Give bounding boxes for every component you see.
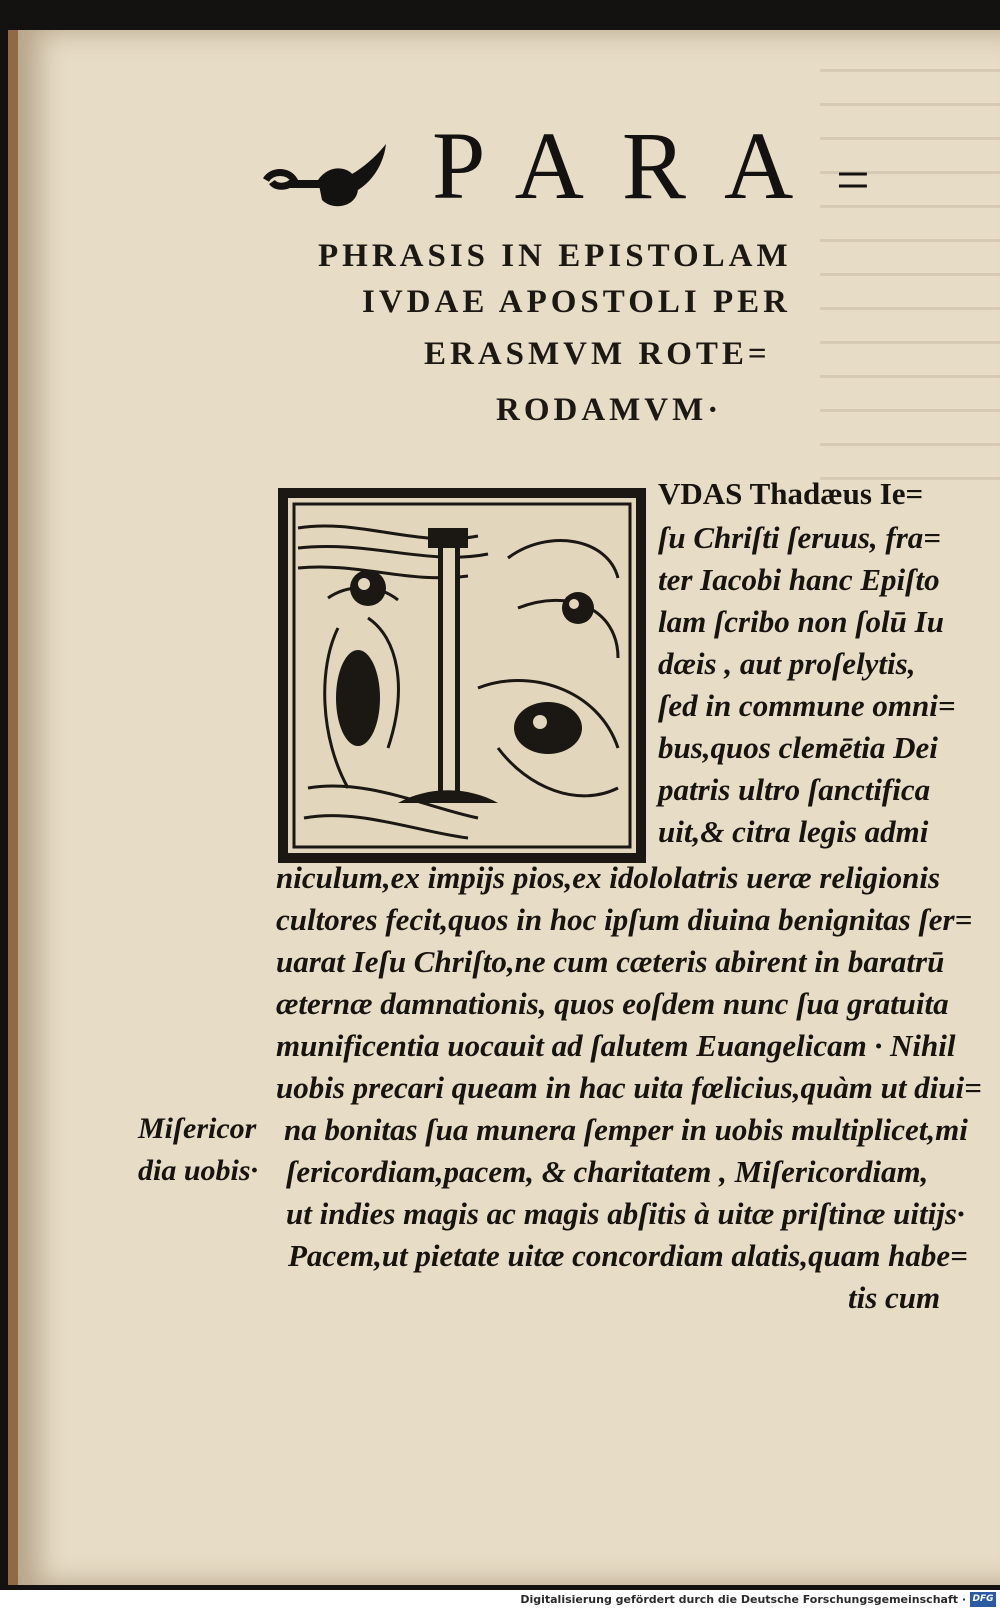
body-line-17: ſericordiam,pacem, & charitatem , Miſericordiam, — [286, 1154, 929, 1189]
margin-note-line-1: Miſericor — [138, 1112, 257, 1145]
body-line-9: uit,& citra legis admi — [658, 814, 929, 849]
body-line-18: ut indies magis ac magis abſitis à uitæ priſtinæ uitijs· — [286, 1196, 965, 1231]
body-line-3: ter Iacobi hanc Epiſto — [658, 562, 940, 597]
margin-note-line-2: dia uobis· — [138, 1154, 259, 1187]
body-line-13: æternæ damnationis, quos eoſdem nunc ſua gratuita — [276, 986, 949, 1021]
footer-bar — [0, 1590, 1000, 1611]
title-hyphen: = — [836, 147, 870, 213]
body-line-19: Pacem,ut pietate uitæ concordiam alatis,quam habe= — [288, 1238, 968, 1273]
body-line-11: cultores fecit,quos in hoc ipſum diuina benignitas ſer= — [276, 902, 973, 937]
body-line-6: ſed in commune omni= — [658, 688, 956, 723]
body-line-15: uobis precari queam in hac uita fœlicius,quàm ut diui= — [276, 1070, 982, 1105]
body-line-4: lam ſcribo non ſolū Iu — [658, 604, 944, 639]
footer-credit: Digitalisierung gefördert durch die Deutsche Forschungsgemeinschaft · — [520, 1593, 966, 1606]
decorated-initial-i-woodcut-icon — [278, 488, 646, 863]
body-line-14: munificentia uocauit ad ſalutem Euangelicam · Nihil — [276, 1028, 956, 1063]
title-line-4: RODAMVM· — [496, 392, 723, 428]
title-heading: PARA — [432, 112, 832, 219]
title-line-2: IVDAE APOSTOLI PER — [362, 284, 791, 320]
body-line-5: dæis , aut proſelytis, — [658, 646, 916, 681]
body-line-10: niculum,ex impijs pios,ex idololatris ueræ religionis — [276, 860, 941, 895]
catchword: tis cum — [848, 1280, 941, 1315]
title-line-1: PHRASIS IN EPISTOLAM — [318, 238, 792, 274]
body-line-12: uarat Ieſu Chriſto,ne cum cæteris abirent in baratrū — [276, 944, 945, 979]
bleed-through — [820, 60, 1000, 480]
body-line-1: VDAS Thadæus Ie= — [658, 476, 924, 511]
fleuron-ornament-icon — [262, 140, 392, 222]
body-line-2: ſu Chriſti ſeruus, fra= — [658, 520, 941, 555]
dfg-logo-icon: DFG — [970, 1592, 996, 1607]
body-line-8: patris ultro ſanctifica — [658, 772, 931, 807]
body-line-7: bus,quos clemētia Dei — [658, 730, 938, 765]
title-line-3: ERASMVM ROTE= — [424, 336, 771, 372]
body-line-16: na bonitas ſua munera ſemper in uobis multiplicet,mi — [284, 1112, 968, 1147]
